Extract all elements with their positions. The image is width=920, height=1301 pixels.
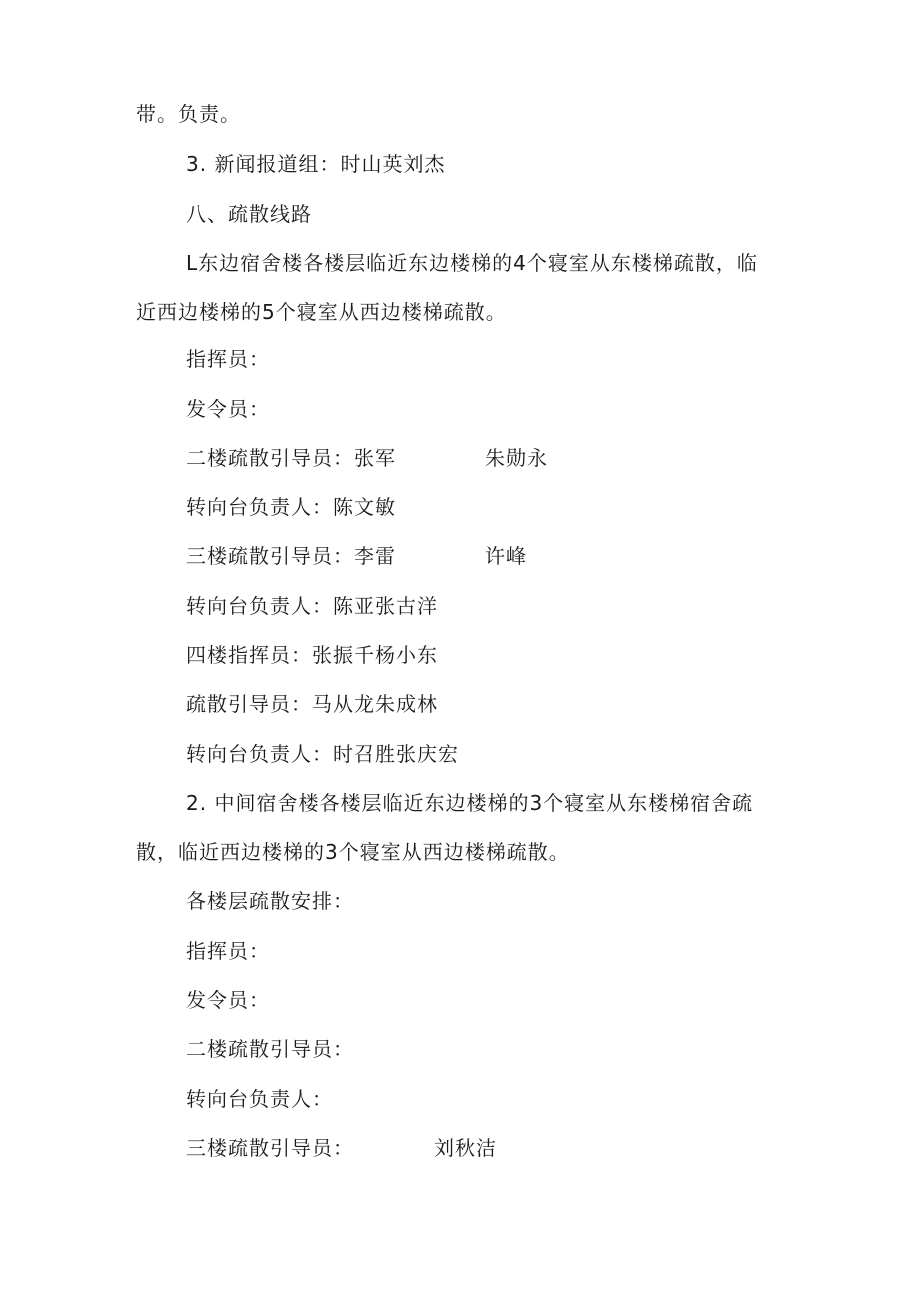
text-line: 疏散引导员：马从龙朱成林 xyxy=(186,692,438,716)
text-line: L东边宿舍楼各楼层临近东边楼梯的4个寝室从东楼梯疏散，临 xyxy=(186,251,758,275)
text-line: 3. 新闻报道组：时山英刘杰 xyxy=(186,152,446,176)
text-line: 二楼疏散引导员：张军 xyxy=(186,446,396,470)
text-line: 三楼疏散引导员： xyxy=(186,1136,354,1160)
text-line: 近西边楼梯的5个寝室从西边楼梯疏散。 xyxy=(136,300,507,324)
text-line: 发令员： xyxy=(186,397,270,421)
text-line: 三楼疏散引导员：李雷 xyxy=(186,544,396,568)
text-line: 2. 中间宿舍楼各楼层临近东边楼梯的3个寝室从东楼梯宿舍疏 xyxy=(186,791,754,815)
text-line-extra: 朱勋永 xyxy=(485,446,548,470)
text-line: 散，临近西边楼梯的3个寝室从西边楼梯疏散。 xyxy=(136,840,570,864)
text-line: 带。负责。 xyxy=(136,102,241,126)
text-line: 指挥员： xyxy=(186,347,270,371)
text-line: 转向台负责人： xyxy=(186,1087,333,1111)
text-line-extra: 许峰 xyxy=(485,544,527,568)
text-line: 转向台负责人：时召胜张庆宏 xyxy=(186,742,459,766)
text-line: 转向台负责人：陈亚张古洋 xyxy=(186,594,438,618)
text-line: 二楼疏散引导员： xyxy=(186,1037,354,1061)
text-line: 转向台负责人：陈文敏 xyxy=(186,495,396,519)
text-line: 各楼层疏散安排： xyxy=(186,889,354,913)
text-line: 发令员： xyxy=(186,988,270,1012)
section-heading: 八、疏散线路 xyxy=(186,202,312,226)
text-line: 指挥员： xyxy=(186,939,270,963)
text-line: 四楼指挥员：张振千杨小东 xyxy=(186,643,438,667)
text-line-extra: 刘秋洁 xyxy=(434,1136,497,1160)
